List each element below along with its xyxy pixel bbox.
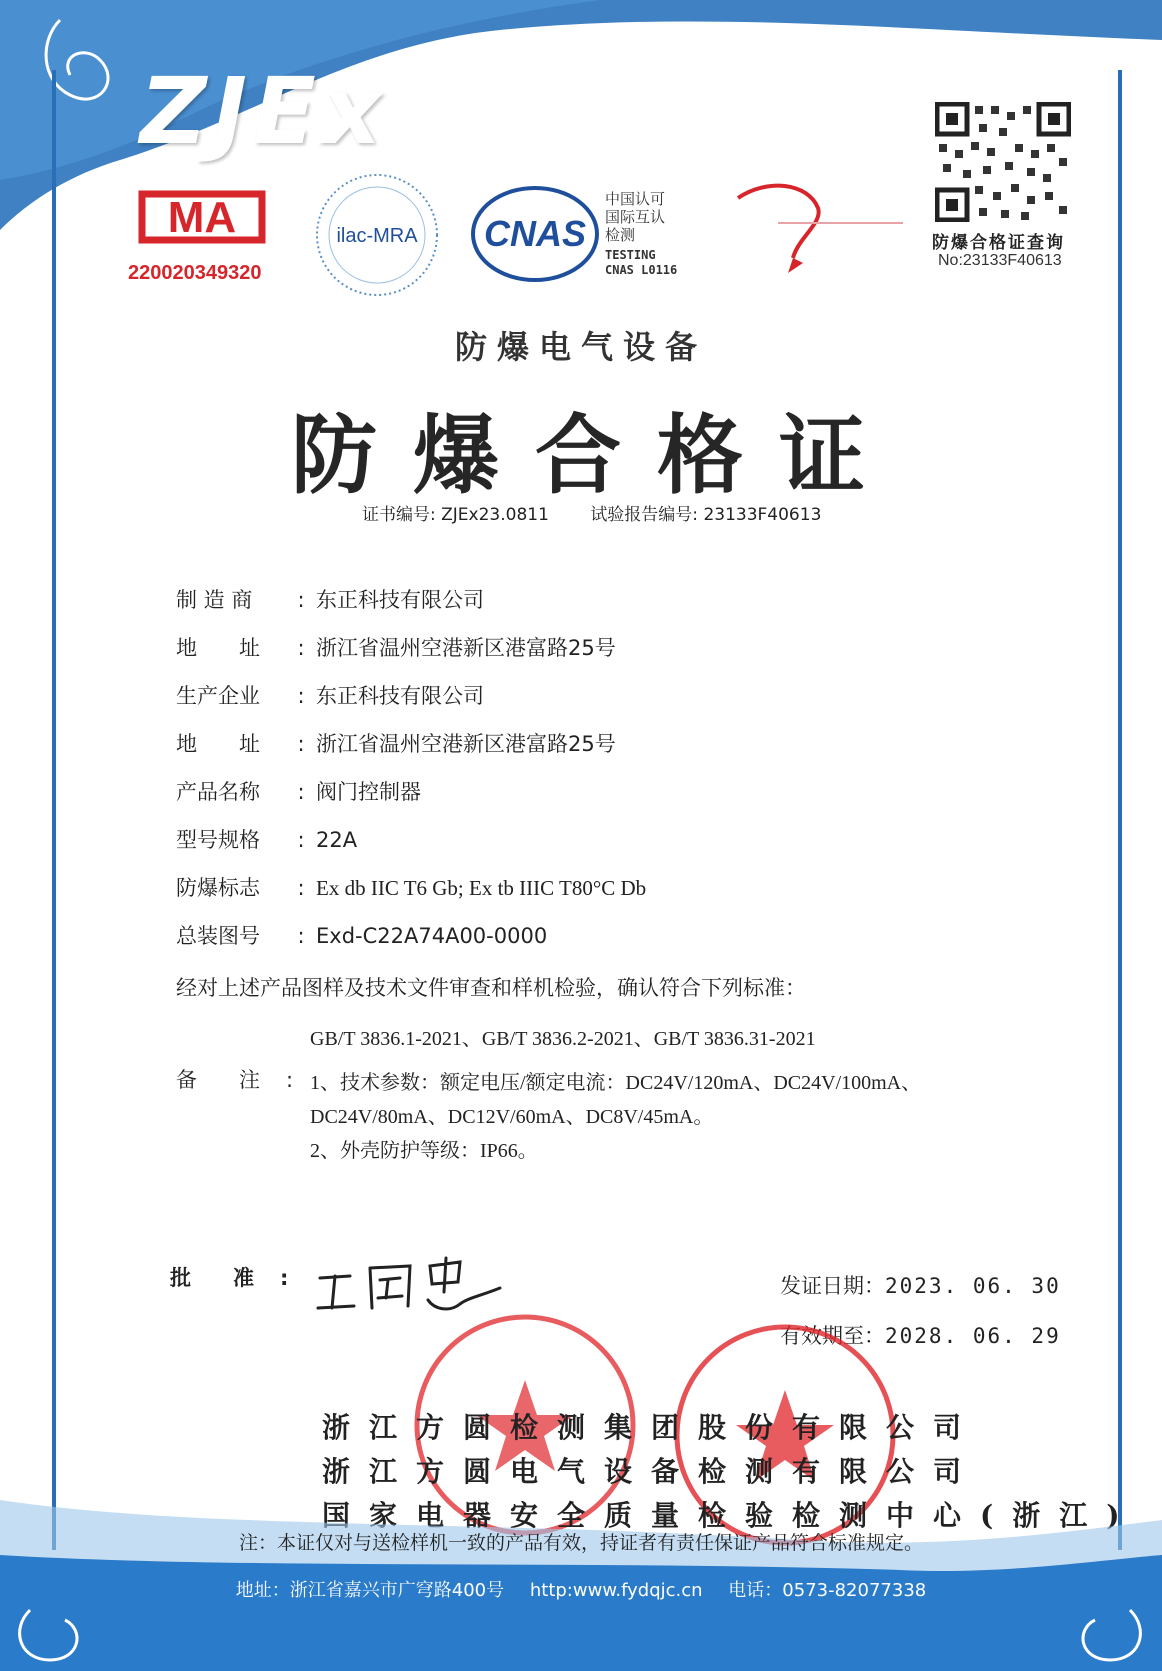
certificate-footnote: 注：本证仅对与送检样机一致的产品有效，持证者有责任保证产品符合标准规定。 (238, 1532, 923, 1554)
report-number: 试验报告编号: 23133F40613 (590, 505, 822, 525)
field-label: 防爆标志 (176, 876, 260, 900)
qr-number: No:23133F40613 (938, 252, 1062, 269)
svg-text:ilac-MRA: ilac-MRA (336, 225, 418, 247)
footer-phone: 电话：0573-82077338 (728, 1580, 927, 1601)
field-label: 总装图号 (176, 924, 260, 948)
field-value: Exd-C22A74A00-0000 (316, 924, 548, 948)
standards-list: GB/T 3836.1-2021、GB/T 3836.2-2021、GB/T 3836.31-2021 (310, 1028, 816, 1050)
field-product-name: 产品名称 : 阀门控制器 (176, 776, 421, 806)
field-producer: 生产企业 : 东正科技有限公司 (176, 680, 484, 710)
field-value: 东正科技有限公司 (316, 588, 484, 612)
field-label: 产品名称 (176, 780, 260, 804)
footer-website: http:www.fydqjc.cn (529, 1580, 703, 1601)
field-manufacturer-address: 地 址 : 浙江省温州空港新区港富路25号 (176, 632, 616, 662)
footer-address: 地址：浙江省嘉兴市广穹路400号 (235, 1580, 505, 1601)
certificate-numbers (362, 500, 857, 525)
issuer-organization: 浙江方圆检测集团股份有限公司 (322, 1411, 981, 1444)
notes-label: 备 注 (176, 1068, 260, 1092)
field-ex-marking: 防爆标志 : Ex db IIC T6 Gb; Ex tb IIIC T80°C Db (176, 872, 646, 902)
field-label: 生产企业 (176, 684, 260, 708)
note-line: DC24V/80mA、DC12V/60mA、DC8V/45mA。 (310, 1106, 714, 1128)
field-drawing-number: 总装图号 : Exd-C22A74A00-0000 (176, 920, 547, 950)
approval-row: 批 准 : (170, 1262, 288, 1292)
field-label: 地 址 (176, 732, 260, 756)
compliance-statement: 经对上述产品图样及技术文件审查和样机检验，确认符合下列标准： (176, 976, 806, 1000)
note-line: 1、技术参数：额定电压/额定电流：DC24V/120mA、DC24V/100mA、 (310, 1072, 922, 1094)
expiry-date-label: 有效期至： (780, 1324, 885, 1348)
field-model: 型号规格 : 22A (176, 824, 357, 854)
issue-date-label: 发证日期： (780, 1274, 885, 1298)
expiry-date-value: 2028. 06. 29 (885, 1324, 1061, 1348)
issue-date-row (780, 1270, 1061, 1300)
field-value: 浙江省温州空港新区港富路25号 (316, 636, 616, 660)
cma-number: 220020349320 (128, 262, 262, 284)
issuer-organization: 浙江方圆电气设备检测有限公司 (322, 1455, 981, 1488)
approver-signature (310, 1248, 510, 1318)
footer-contact (0, 1576, 1162, 1602)
cma-logo (132, 186, 272, 248)
certificate-title: 防爆合格证 (291, 405, 901, 506)
certificate-number: 证书编号: ZJEx23.0811 (362, 505, 549, 525)
notes-label-row: 备 注 : (176, 1064, 293, 1094)
footer-decorative-band (0, 1460, 1162, 1671)
cnas-testing-text: TESTING CNAS L0116 (605, 248, 678, 277)
certificate-subtitle: 防爆电气设备 (454, 328, 707, 366)
brand-logo-text: ZJEx (140, 58, 388, 165)
svg-text:MA: MA (167, 193, 237, 242)
frame-left-border (52, 70, 56, 1550)
field-label: 型号规格 (176, 828, 260, 852)
ilac-mra-logo (312, 170, 442, 300)
field-value: 浙江省温州空港新区港富路25号 (316, 732, 616, 756)
field-value: 22A (316, 828, 358, 852)
field-label: 地 址 (176, 636, 260, 660)
issuer-organization: 国家电器安全质量检验检测中心(浙江) (322, 1499, 1139, 1532)
note-line: 2、外壳防护等级：IP66。 (310, 1140, 538, 1162)
approval-label: 批 准 (170, 1266, 254, 1290)
cnas-chinese-text: 中国认可 国际互认 检测 (605, 190, 666, 244)
field-value: 阀门控制器 (316, 780, 421, 804)
svg-text:CNAS: CNAS (483, 213, 587, 254)
frame-right-border (1118, 70, 1122, 1550)
qr-caption: 防爆合格证查询 (932, 233, 1065, 253)
field-label: 制 造 商 (176, 588, 253, 612)
qr-code (935, 102, 1071, 222)
field-value: 东正科技有限公司 (316, 684, 484, 708)
field-manufacturer: 制 造 商 : 东正科技有限公司 (176, 584, 484, 614)
field-value: Ex db IIC T6 Gb; Ex tb IIIC T80°C Db (316, 876, 647, 900)
issue-date-value: 2023. 06. 30 (885, 1274, 1061, 1298)
red-swoosh-logo (728, 178, 908, 278)
cnas-logo (470, 184, 600, 284)
field-producer-address: 地 址 : 浙江省温州空港新区港富路25号 (176, 728, 616, 758)
